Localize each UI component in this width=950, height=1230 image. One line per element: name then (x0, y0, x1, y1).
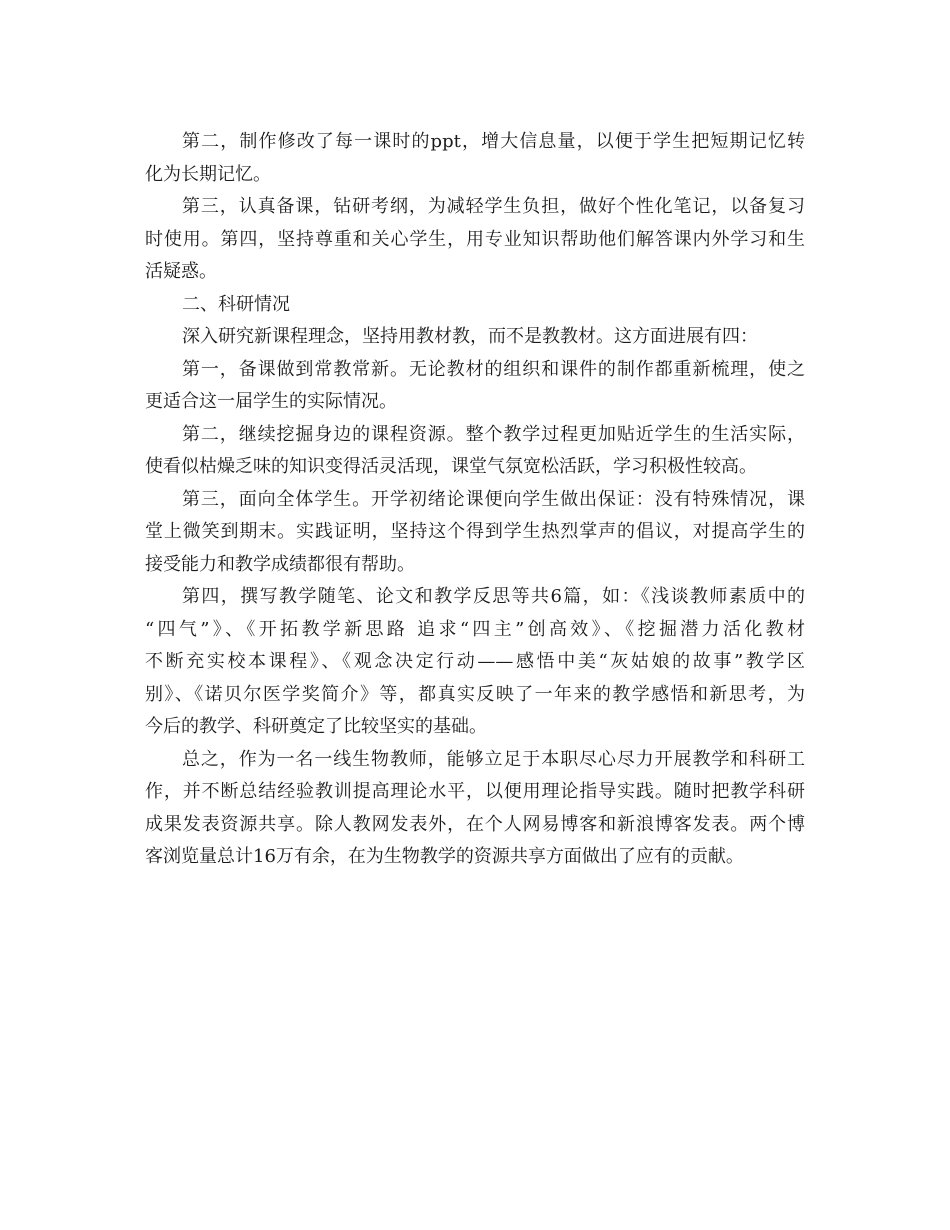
text-line: 第四，撰写教学随笔、论文和教学反思等共6篇，如：《浅谈教师素质中的 (182, 586, 805, 607)
text-line: 时使用。第四，坚持尊重和关心学生，用专业知识帮助他们解答课内外学习和生 (145, 228, 805, 250)
text-line: 活疑惑。 (145, 261, 217, 282)
text-line: 成果发表资源共享。除人教网发表外，在个人网易博客和新浪博客发表。两个博 (145, 813, 805, 835)
text-line: 不断充实校本课程》、《观念决定行动——感悟中美“灰姑娘的故事”教学区 (145, 651, 805, 672)
text-line: 总之，作为一名一线生物教师，能够立足于本职尽心尽力开展教学和科研工 (182, 748, 805, 770)
text-line: 别》、《诺贝尔医学奖简介》等，都真实反映了一年来的教学感悟和新思考，为 (145, 683, 805, 705)
text-line: 使看似枯燥乏味的知识变得活灵活现，课堂气氛宽松活跃，学习积极性较高。 (145, 456, 757, 477)
text-line: 化为长期记忆。 (145, 163, 271, 185)
text-line: 第二，继续挖掘身边的课程资源。整个教学过程更加贴近学生的生活实际， (182, 423, 805, 445)
text-line: “四气”》、《开拓教学新思路 追求“四主”创高效》、《挖掘潜力活化教材 (145, 618, 805, 640)
text-line: 今后的教学、科研奠定了比较坚实的基础。 (145, 716, 487, 737)
text-line: 接受能力和教学成绩都很有帮助。 (145, 553, 415, 575)
text-line: 第二，制作修改了每一课时的ppt，增大信息量，以便于学生把短期记忆转 (182, 131, 805, 152)
text-line: 第三，面向全体学生。开学初绪论课便向学生做出保证：没有特殊情况，课 (182, 488, 805, 510)
text-line: 客浏览量总计16万有余，在为生物教学的资源共享方面做出了应有的贡献。 (145, 846, 744, 867)
text-line: 更适合这一届学生的实际情况。 (145, 391, 397, 412)
document-body (145, 126, 805, 874)
text-line: 二、科研情况 (182, 293, 290, 315)
text-line: 第三，认真备课，钻研考纲，为减轻学生负担，做好个性化笔记，以备复习 (182, 196, 805, 217)
text-line: 深入研究新课程理念，坚持用教材教，而不是教教材。这方面进展有四： (182, 326, 758, 347)
text-line: 堂上微笑到期末。实践证明，坚持这个得到学生热烈掌声的倡议，对提高学生的 (145, 521, 805, 542)
text-line: 第一，备课做到常教常新。无论教材的组织和课件的制作都重新梳理，使之 (182, 358, 805, 380)
text-line: 作，并不断总结经验教训提高理论水平，以便用理论指导实践。随时把教学科研 (145, 781, 805, 802)
